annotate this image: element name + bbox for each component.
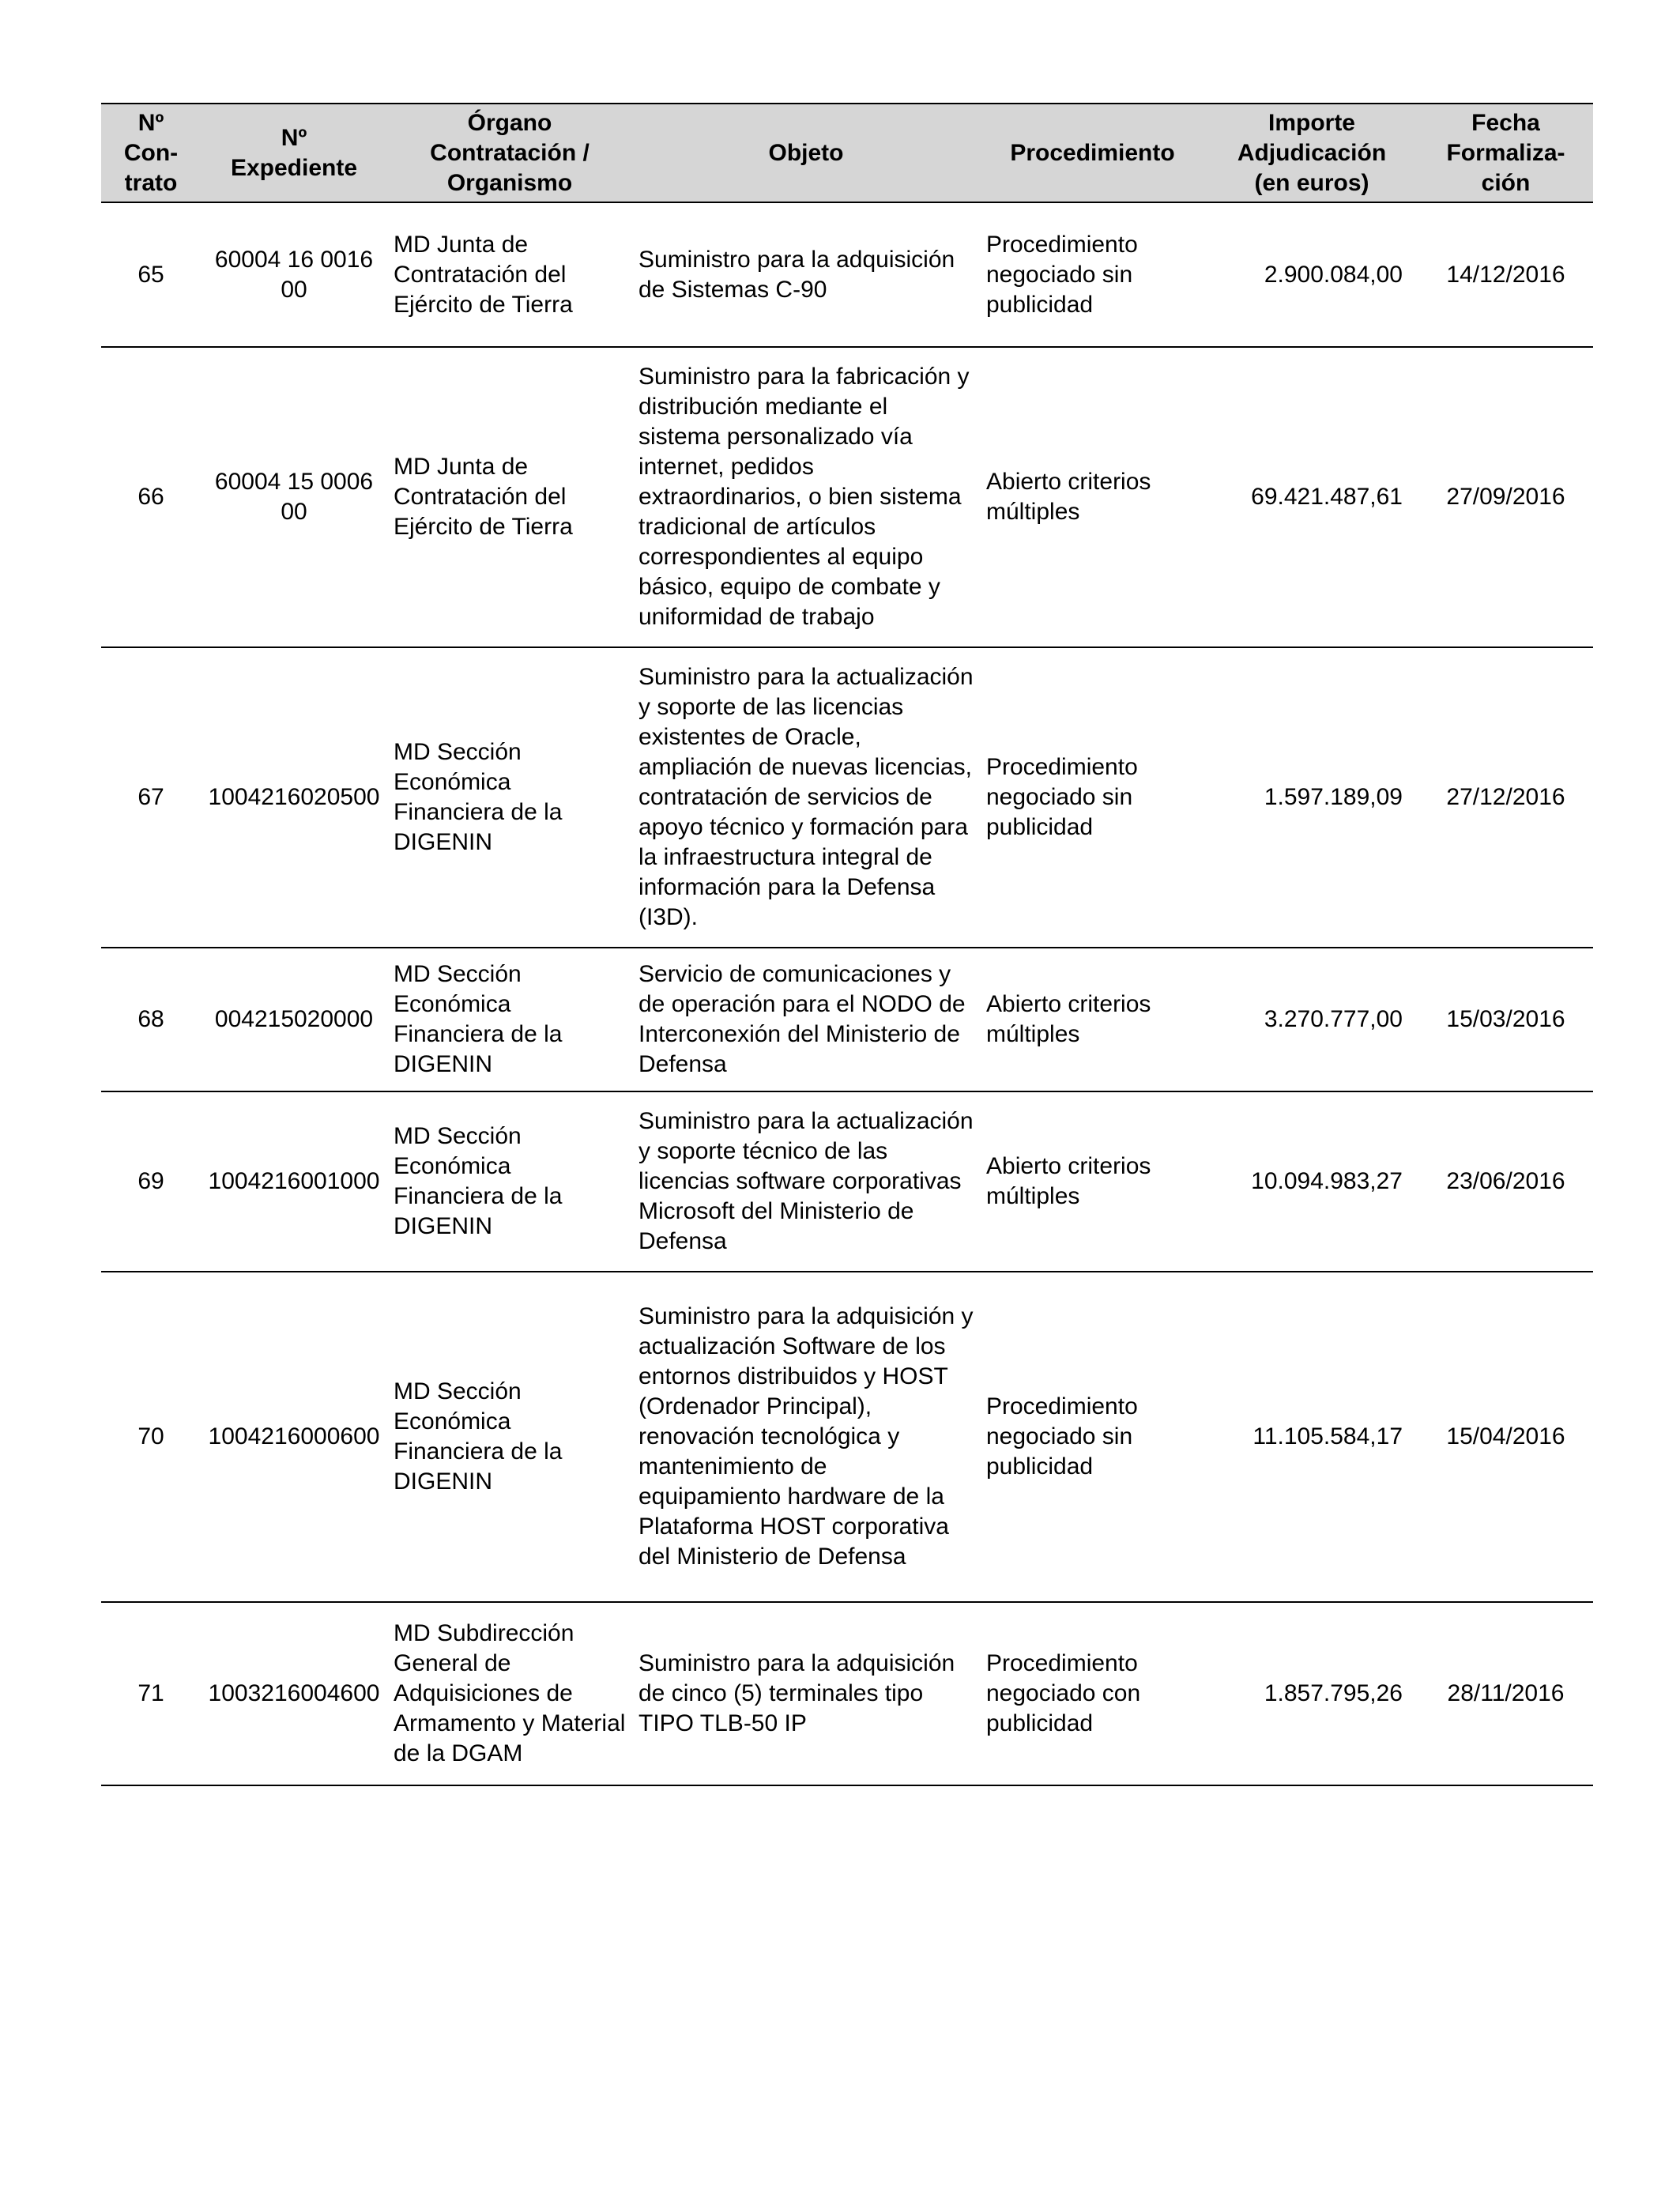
cell-procedimiento: Procedimiento negociado sin publicidad — [980, 647, 1205, 948]
cell-procedimiento: Procedimiento negociado sin publicidad — [980, 202, 1205, 347]
cell-contrato: 70 — [101, 1272, 201, 1602]
table-row — [101, 202, 1593, 347]
cell-organo: MD Junta de Contratación del Ejército de Tierra — [387, 347, 632, 647]
header-organo: Órgano Contratación / Organismo — [387, 104, 632, 202]
cell-objeto: Suministro para la actualización y soporte de las licencias existentes de Oracle, ampliación de nuevas licencias, contratación de servicios de apoyo técnico y formación para la infraestructura integral de información para la Defensa (I3D). — [632, 647, 980, 948]
cell-fecha: 15/03/2016 — [1418, 948, 1593, 1091]
table-row — [101, 1272, 1593, 1602]
header-procedimiento: Procedimiento — [980, 104, 1205, 202]
contracts-table — [101, 103, 1593, 1786]
header-expediente: Nº Expediente — [201, 104, 387, 202]
cell-organo: MD Junta de Contratación del Ejército de Tierra — [387, 202, 632, 347]
cell-procedimiento: Abierto criterios múltiples — [980, 1091, 1205, 1272]
cell-fecha: 28/11/2016 — [1418, 1602, 1593, 1785]
cell-contrato: 71 — [101, 1602, 201, 1785]
cell-fecha: 14/12/2016 — [1418, 202, 1593, 347]
cell-objeto: Suministro para la adquisición de Sistemas C-90 — [632, 202, 980, 347]
cell-contrato: 68 — [101, 948, 201, 1091]
cell-importe: 2.900.084,00 — [1205, 202, 1418, 347]
cell-fecha: 23/06/2016 — [1418, 1091, 1593, 1272]
cell-objeto: Suministro para la adquisición de cinco (5) terminales tipo TIPO TLB-50 IP — [632, 1602, 980, 1785]
cell-expediente: 60004 15 0006 00 — [201, 347, 387, 647]
cell-organo: MD Sección Económica Financiera de la DIGENIN — [387, 647, 632, 948]
cell-expediente: 004215020000 — [201, 948, 387, 1091]
cell-procedimiento: Abierto criterios múltiples — [980, 948, 1205, 1091]
cell-objeto: Suministro para la actualización y soporte técnico de las licencias software corporativas Microsoft del Ministerio de Defensa — [632, 1091, 980, 1272]
cell-importe: 1.597.189,09 — [1205, 647, 1418, 948]
header-objeto: Objeto — [632, 104, 980, 202]
cell-importe: 69.421.487,61 — [1205, 347, 1418, 647]
cell-importe: 11.105.584,17 — [1205, 1272, 1418, 1602]
cell-objeto: Suministro para la adquisición y actualización Software de los entornos distribuidos y HOST (Ordenador Principal), renovación tecnológica y mantenimiento de equipamiento hardware de la Plataforma HOST corporativa del Ministerio de Defensa — [632, 1272, 980, 1602]
cell-expediente: 1003216004600 — [201, 1602, 387, 1785]
cell-expediente: 1004216000600 — [201, 1272, 387, 1602]
cell-contrato: 67 — [101, 647, 201, 948]
cell-expediente: 60004 16 0016 00 — [201, 202, 387, 347]
cell-expediente: 1004216020500 — [201, 647, 387, 948]
cell-contrato: 66 — [101, 347, 201, 647]
cell-procedimiento: Procedimiento negociado con publicidad — [980, 1602, 1205, 1785]
cell-importe: 3.270.777,00 — [1205, 948, 1418, 1091]
cell-fecha: 27/12/2016 — [1418, 647, 1593, 948]
cell-objeto: Suministro para la fabricación y distribución mediante el sistema personalizado vía internet, pedidos extraordinarios, o bien sistema tradicional de artículos correspondientes al equipo básico, equipo de combate y uniformidad de trabajo — [632, 347, 980, 647]
cell-contrato: 65 — [101, 202, 201, 347]
document-page — [101, 103, 1593, 1786]
cell-expediente: 1004216001000 — [201, 1091, 387, 1272]
cell-fecha: 27/09/2016 — [1418, 347, 1593, 647]
cell-contrato: 69 — [101, 1091, 201, 1272]
table-row — [101, 1602, 1593, 1785]
cell-organo: MD Subdirección General de Adquisiciones de Armamento y Material de la DGAM — [387, 1602, 632, 1785]
table-row — [101, 948, 1593, 1091]
cell-procedimiento: Abierto criterios múltiples — [980, 347, 1205, 647]
header-fecha: Fecha Formaliza- ción — [1418, 104, 1593, 202]
cell-importe: 10.094.983,27 — [1205, 1091, 1418, 1272]
cell-organo: MD Sección Económica Financiera de la DIGENIN — [387, 1272, 632, 1602]
table-row — [101, 1091, 1593, 1272]
table-row — [101, 647, 1593, 948]
cell-procedimiento: Procedimiento negociado sin publicidad — [980, 1272, 1205, 1602]
cell-fecha: 15/04/2016 — [1418, 1272, 1593, 1602]
cell-objeto: Servicio de comunicaciones y de operación para el NODO de Interconexión del Ministerio de Defensa — [632, 948, 980, 1091]
table-header-row — [101, 104, 1593, 202]
cell-importe: 1.857.795,26 — [1205, 1602, 1418, 1785]
table-row — [101, 347, 1593, 647]
cell-organo: MD Sección Económica Financiera de la DIGENIN — [387, 1091, 632, 1272]
header-importe: Importe Adjudicación (en euros) — [1205, 104, 1418, 202]
cell-organo: MD Sección Económica Financiera de la DIGENIN — [387, 948, 632, 1091]
header-contrato: Nº Con- trato — [101, 104, 201, 202]
